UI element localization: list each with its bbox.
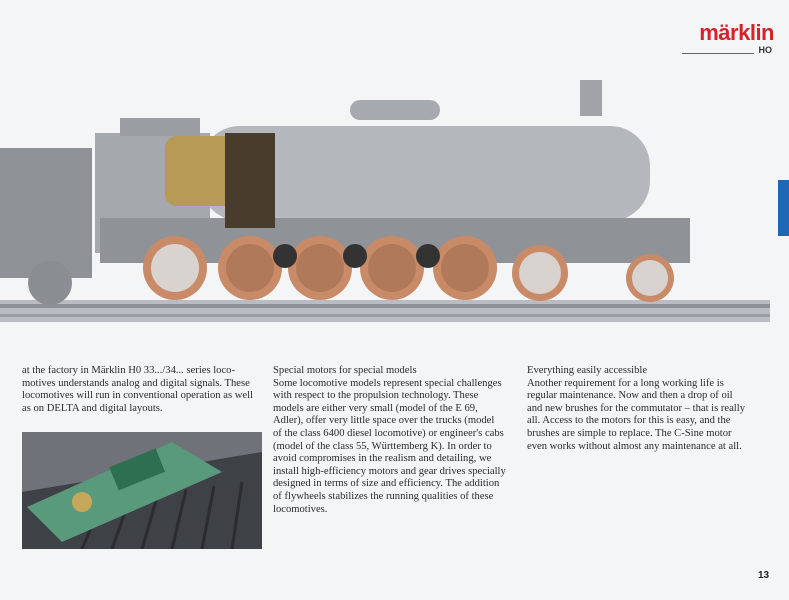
tender xyxy=(0,148,92,278)
track xyxy=(0,300,770,322)
section-heading: Everything easily accessible xyxy=(527,365,648,376)
section-tab xyxy=(778,180,789,236)
accessible-section xyxy=(527,365,745,453)
intro-paragraph xyxy=(22,365,253,415)
text-line: Another requirement for a long working life is xyxy=(527,377,724,389)
chimney xyxy=(580,80,602,116)
text-line: models are either very small (model of the E 69, xyxy=(273,402,478,414)
text-line: locomotives. xyxy=(273,503,328,515)
steam-dome xyxy=(350,100,440,120)
text-line: Some locomotive models represent special challenges xyxy=(273,377,502,389)
motor-board-photo xyxy=(22,432,262,549)
text-line: Adler), offer very little space over the trucks (model xyxy=(273,415,495,427)
text-line: even works without almost any maintenance at all. xyxy=(527,440,742,452)
logo-scale: HO xyxy=(758,45,772,55)
text-line: of flywheels stabilizes the running qualities of these xyxy=(273,490,494,502)
text-line: brushes are simple to replace. The C-Sine motor xyxy=(527,427,732,439)
page-number: 13 xyxy=(758,570,770,581)
text-line: locomotives will run in conventional operation as well xyxy=(22,390,253,402)
text-line: of the class 6400 diesel locomotive) or engineer's cabs xyxy=(273,427,504,439)
section-heading: Special motors for special models xyxy=(273,365,417,376)
text-line: install high-efficiency motors and gear drives specially xyxy=(273,465,506,477)
text-line: regular maintenance. Now and then a drop of oil xyxy=(527,390,733,402)
text-line: motives understands analog and digital signals. These xyxy=(22,377,250,389)
logo-rule xyxy=(682,53,754,54)
text-line: all. Access to the motors for this is easy, and the xyxy=(527,415,731,427)
text-line: at the factory in Märklin H0 33.../34... series loco- xyxy=(22,365,235,376)
text-line: with respect to the propulsion technology. These xyxy=(273,390,479,402)
text-line: and new brushes for the commutator – that is really xyxy=(527,402,745,414)
locomotive-illustration xyxy=(0,78,770,328)
logo-wordmark: märklin xyxy=(699,20,774,45)
text-line: (model of the class 55, Württemberg K). In order to xyxy=(273,440,492,452)
special-motors-section xyxy=(273,365,506,516)
marklin-logo xyxy=(694,20,774,55)
text-line: designed in terms of size and efficiency. The addition xyxy=(273,478,500,490)
text-line: avoid compromises in the realism and detailing, we xyxy=(273,453,492,465)
text-line: as on DELTA and digital layouts. xyxy=(22,402,163,414)
